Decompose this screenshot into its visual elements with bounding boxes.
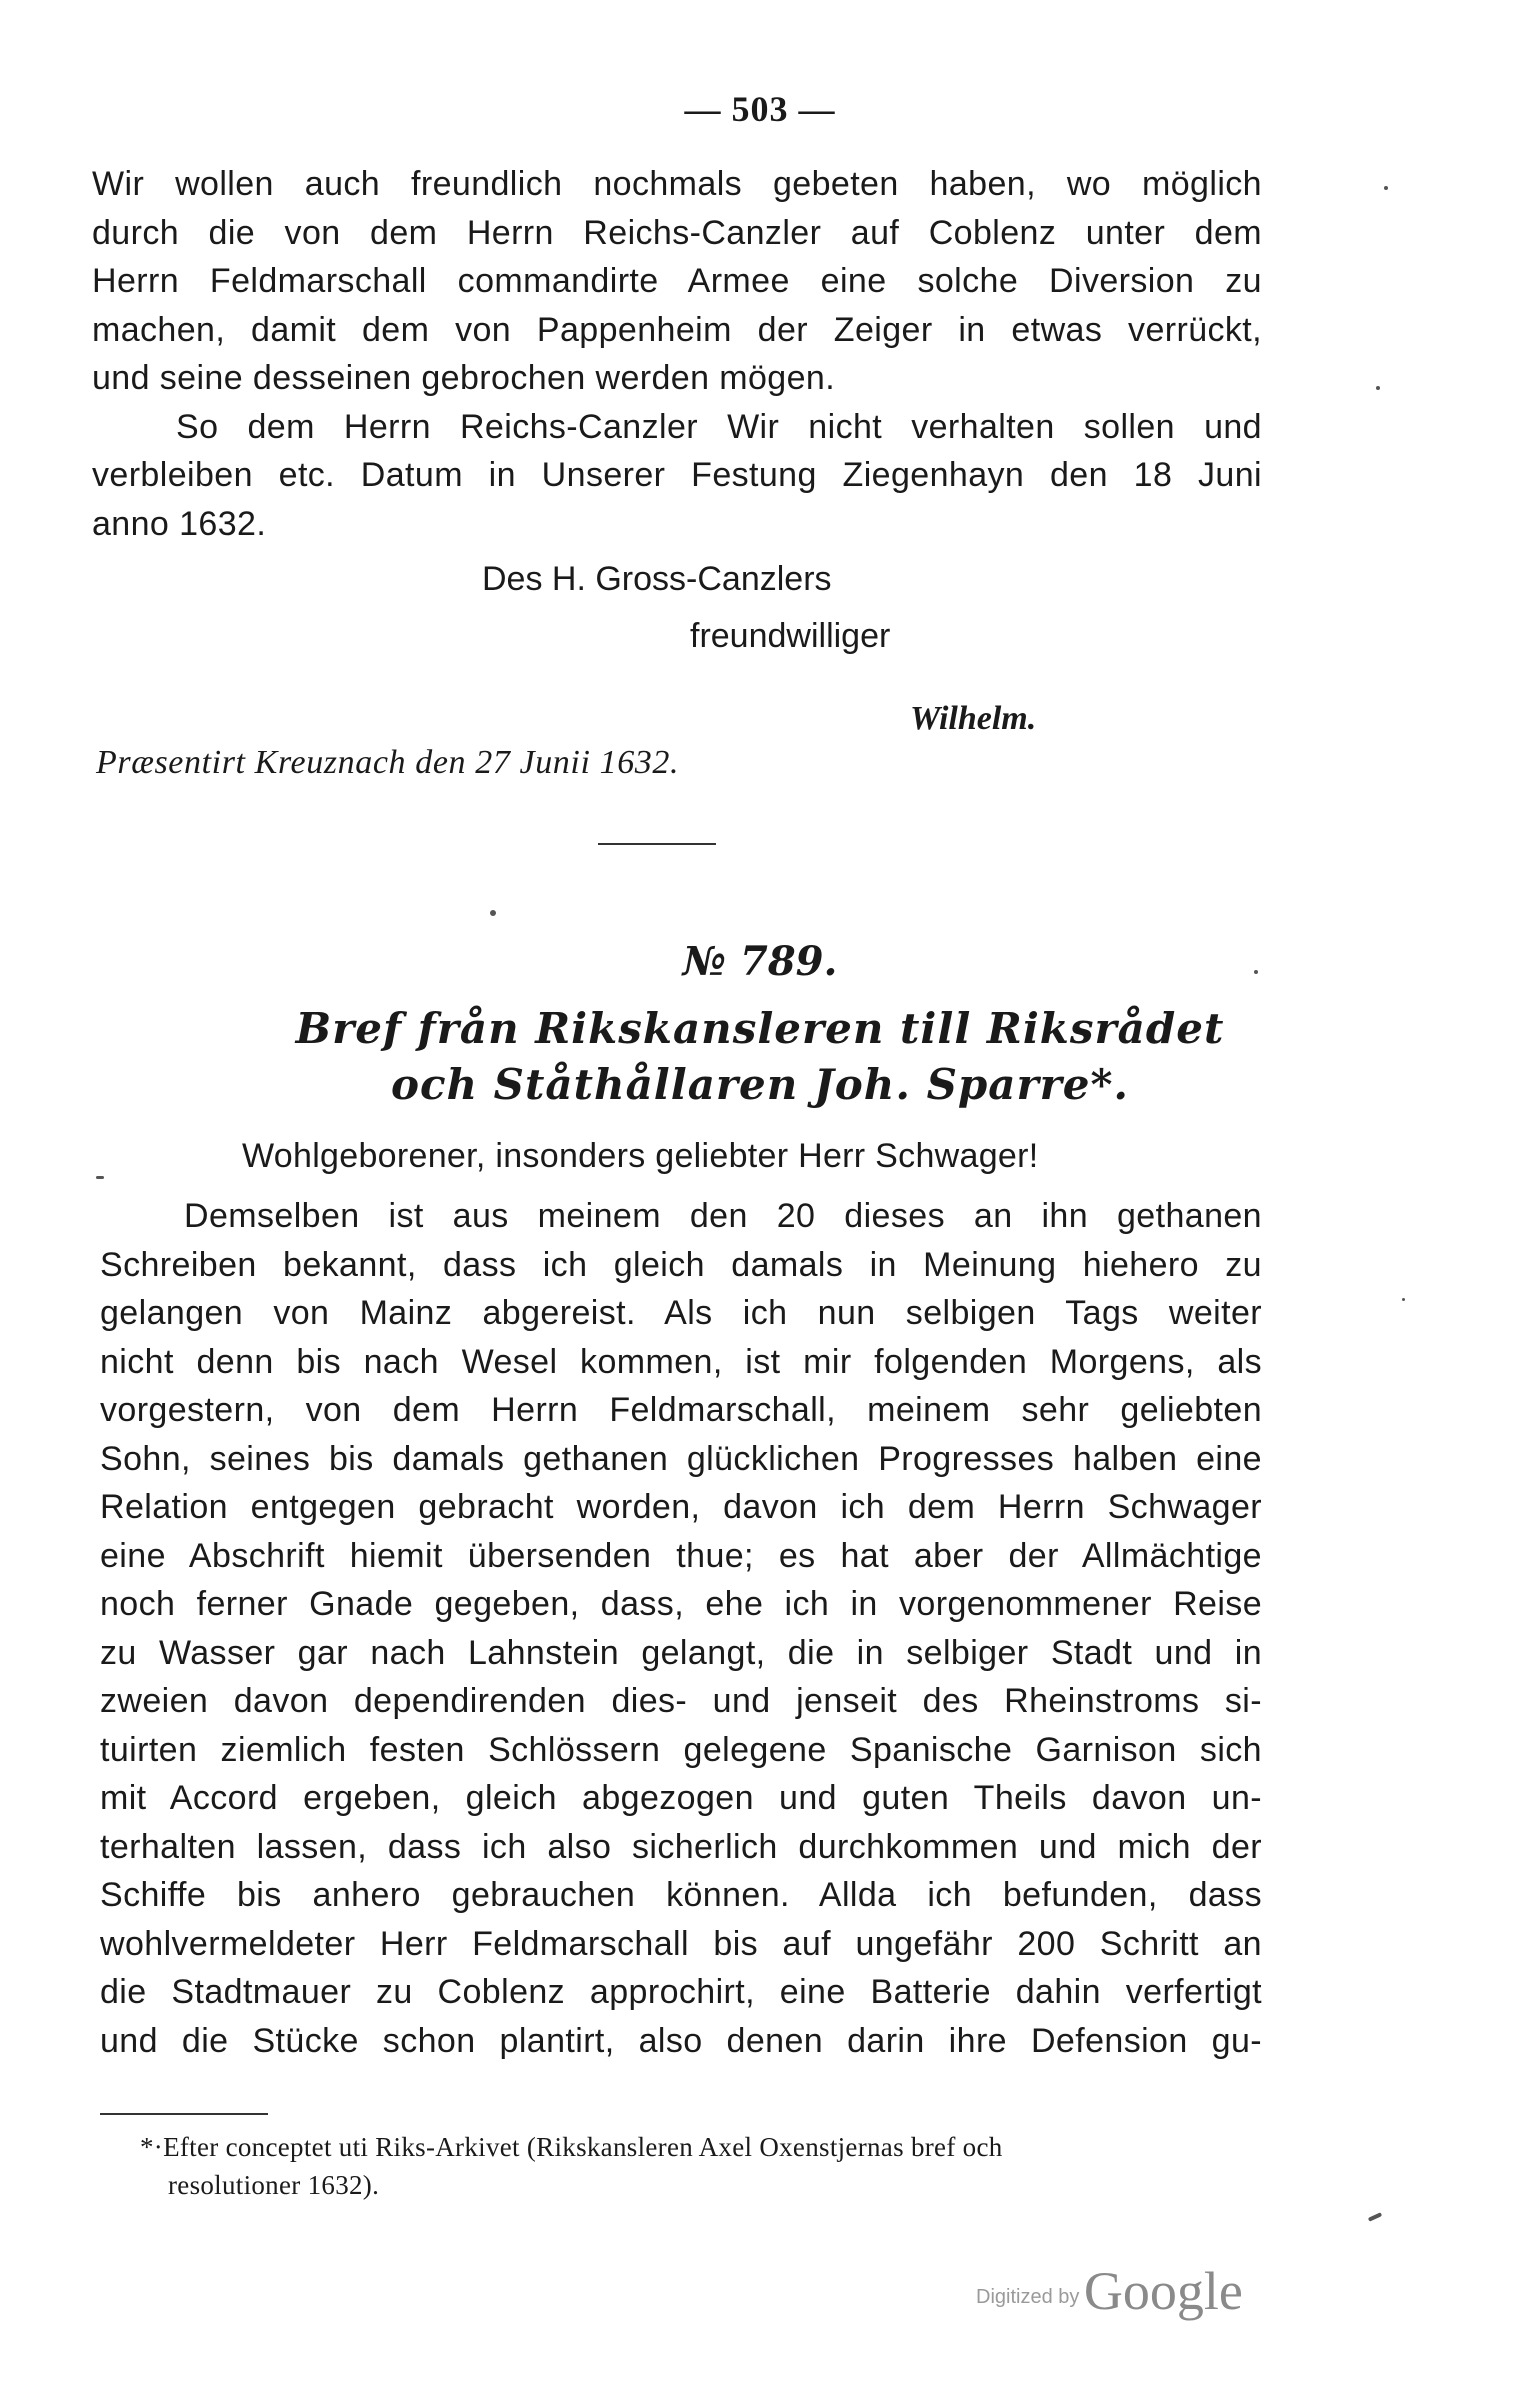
letter-2-line: gelangen von Mainz abgereist. Als ich nun selbigen Tags weiter <box>100 1294 1262 1332</box>
letter-2-line: Sohn, seines bis damals gethanen glücklichen Progresses halben eine <box>100 1439 1262 1478</box>
letter-1-line: anno 1632. <box>92 504 267 543</box>
letter-2-line: die Stadtmauer zu Coblenz approchirt, eine Batterie dahin verfertigt <box>100 1973 1262 2011</box>
footnote-line-1: *·Efter conceptet uti Riks-Arkivet (Rikskansleren Axel Oxenstjernas bref och <box>140 2132 1003 2162</box>
closing-salutation-2: freundwilliger <box>690 617 891 655</box>
letter-2-line: Schiffe bis anhero gebrauchen können. Allda ich befunden, dass <box>100 1876 1262 1914</box>
letter-1-line: So dem Herrn Reichs-Canzler Wir nicht verhalten sollen und <box>176 407 1262 446</box>
scan-speck <box>1254 970 1258 974</box>
letter-2-line: mit Accord ergeben, gleich abgezogen und guten Theils davon un- <box>100 1779 1262 1817</box>
footnote-line-2: resolutioner 1632). <box>168 2170 380 2200</box>
watermark-prefix: Digitized by <box>976 2286 1080 2308</box>
signature: Wilhelm. <box>910 700 1037 737</box>
letter-2-line: tuirten ziemlich festen Schlössern gelegene Spanische Garnison sich <box>100 1730 1262 1769</box>
letter-2-line: Demselben ist aus meinem den 20 dieses an ihn gethanen <box>184 1197 1262 1235</box>
letter-2-salutation: Wohlgeborener, insonders geliebter Herr Schwager! <box>242 1137 1039 1175</box>
letter-1-line: machen, damit dem von Pappenheim der Zeiger in etwas verrückt, <box>92 310 1262 349</box>
letter-2-body <box>100 1192 1262 2065</box>
document-title-line-2: och Ståthållaren Joh. Sparre*. <box>390 1060 1130 1109</box>
letter-1-body <box>92 160 1262 548</box>
letter-2-line: noch ferner Gnade gegeben, dass, ehe ich in vorgenommener Reise <box>100 1585 1262 1623</box>
letter-2-line: vorgestern, von dem Herrn Feldmarschall, meinem sehr geliebten <box>100 1391 1262 1429</box>
digitized-watermark <box>976 2260 1243 2322</box>
scan-speck <box>1376 386 1380 390</box>
document-title-line-1: Bref från Rikskansleren till Riksrådet <box>295 1004 1225 1053</box>
scan-speck <box>1402 1298 1405 1301</box>
scan-speck <box>1384 186 1388 190</box>
letter-2-line: wohlvermeldeter Herr Feldmarschall bis auf ungefähr 200 Schritt an <box>100 1924 1262 1963</box>
letter-1-line: Herrn Feldmarschall commandirte Armee eine solche Diversion zu <box>92 262 1262 300</box>
letter-2-line: Schreiben bekannt, dass ich gleich damals in Meinung hiehero zu <box>100 1245 1262 1284</box>
footnote-rule <box>100 2113 268 2115</box>
scan-speck <box>96 1176 104 1179</box>
letter-1-line: verbleiben etc. Datum in Unserer Festung Ziegenhayn den 18 Juni <box>92 456 1262 494</box>
letter-2-line: Relation entgegen gebracht worden, davon ich dem Herrn Schwager <box>100 1488 1262 1526</box>
letter-2-line: eine Abschrift hiemit übersenden thue; es hat aber der Allmächtige <box>100 1536 1262 1575</box>
letter-1-line: Wir wollen auch freundlich nochmals gebeten haben, wo möglich <box>92 165 1262 203</box>
scan-speck <box>490 910 496 916</box>
google-logo: Google <box>1083 2261 1243 2321</box>
letter-2-line: zu Wasser gar nach Lahnstein gelangt, die in selbiger Stadt und in <box>100 1633 1262 1672</box>
section-divider <box>598 843 716 845</box>
page-number: — 503 — <box>684 89 836 129</box>
letter-1-line: und seine desseinen gebrochen werden mögen. <box>92 359 836 397</box>
closing-salutation: Des H. Gross-Canzlers <box>482 560 832 598</box>
letter-2-line: und die Stücke schon plantirt, also denen darin ihre Defension gu- <box>100 2021 1262 2060</box>
presentation-note: Præsentirt Kreuznach den 27 Junii 1632. <box>96 744 680 781</box>
letter-2-line: nicht denn bis nach Wesel kommen, ist mir folgenden Morgens, als <box>100 1342 1262 1381</box>
scan-speck <box>1368 2212 1382 2222</box>
letter-2-line: zweien davon dependirenden dies- und jenseit des Rheinstroms si- <box>100 1682 1262 1720</box>
document-number: № 789. <box>682 938 838 985</box>
letter-2-line: terhalten lassen, dass ich also sicherlich durchkommen und mich der <box>100 1827 1262 1866</box>
letter-1-line: durch die von dem Herrn Reichs-Canzler auf Coblenz unter dem <box>92 213 1262 252</box>
